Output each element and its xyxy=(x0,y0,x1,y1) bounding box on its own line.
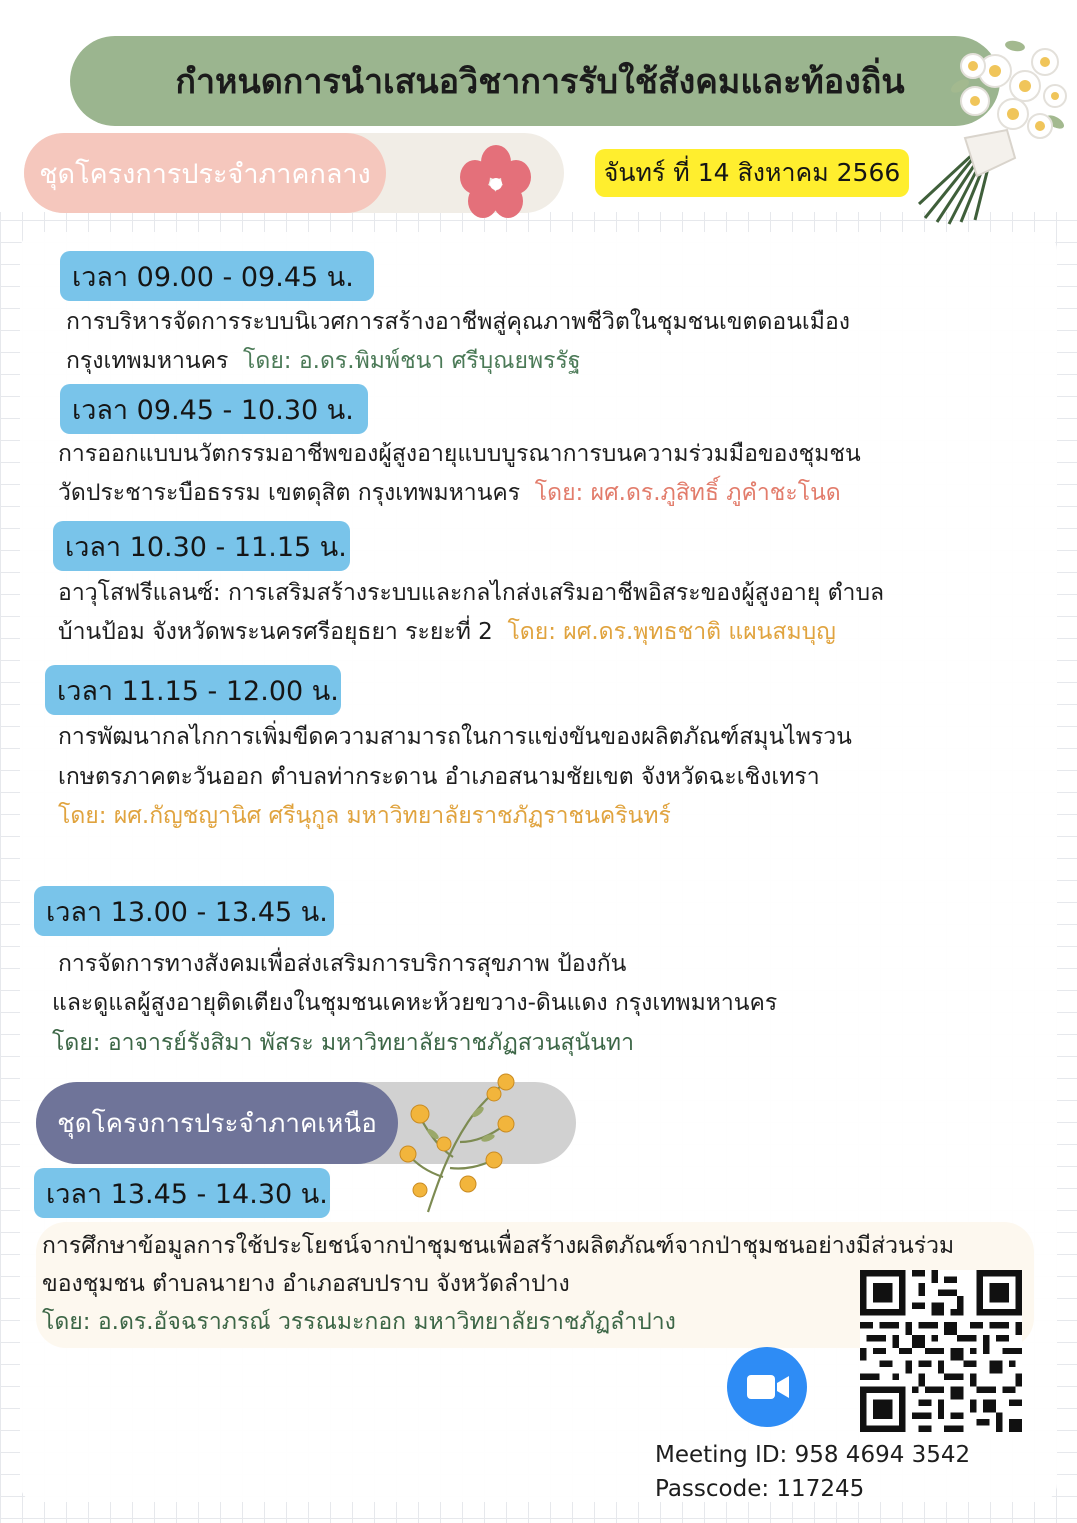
session-presenter: โดย: ผศ.ดร.ภูสิทธิ์ ภูคำชะโนด xyxy=(534,480,841,506)
session-title-line: อาวุโสฟรีแลนซ์: การเสริมสร้างระบบและกลไกส่งเสริมอาชีพอิสระของผู้สูงอายุ ตำบล xyxy=(58,580,885,606)
session-title-line xyxy=(66,341,581,381)
session-title-part: วัดประชาระบือธรรม เขตดุสิต กรุงเทพมหานคร xyxy=(58,480,521,506)
session-time: เวลา 11.15 - 12.00 น. xyxy=(45,665,341,715)
session-title-line: การออกแบบนวัตกรรมอาชีพของผู้สูงอายุแบบบูรณาการบนความร่วมมือของชุมชน xyxy=(58,441,861,467)
session-time: เวลา 10.30 - 11.15 น. xyxy=(53,521,350,571)
bouquet-icon xyxy=(915,26,1075,226)
session-time: เวลา 09.00 - 09.45 น. xyxy=(60,251,374,301)
session-title-line: เกษตรภาคตะวันออก ตำบลท่ากระดาน อำเภอสนามชัยเขต จังหวัดฉะเชิงเทรา xyxy=(58,764,820,790)
video-camera-icon xyxy=(727,1347,807,1427)
session-title-line xyxy=(58,612,836,652)
region-central-label: ชุดโครงการประจำภาคกลาง xyxy=(24,133,386,213)
zoom-camera-icon[interactable] xyxy=(727,1347,807,1427)
session-title-line: การศึกษาข้อมูลการใช้ประโยชน์จากป่าชุมชนเพื่อสร้างผลิตภัณฑ์จากป่าชุมชนอย่างมีส่วนร่วม xyxy=(42,1233,955,1259)
session-title-line xyxy=(58,473,841,513)
qr-code[interactable] xyxy=(860,1270,1022,1432)
session-title-line: การจัดการทางสังคมเพื่อส่งเสริมการบริการสุขภาพ ป้องกัน xyxy=(58,951,627,977)
session-title-line: การบริหารจัดการระบบนิเวศการสร้างอาชีพสู่คุณภาพชีวิตในชุมชนเขตดอนเมือง xyxy=(66,309,850,335)
yellow-flowers-icon xyxy=(398,1072,520,1214)
page-title: กำหนดการนำเสนอวิชาการรับใช้สังคมและท้องถิ่น xyxy=(70,36,1000,126)
session-time: เวลา 13.00 - 13.45 น. xyxy=(34,886,334,936)
session-title-line: ของชุมชน ตำบลนายาง อำเภอสบปราบ จังหวัดลำปาง xyxy=(42,1271,570,1297)
session-title-part: กรุงเทพมหานคร xyxy=(66,348,229,374)
flower-icon xyxy=(458,144,534,220)
session-presenter: โดย: ผศ.ดร.พุทธชาติ แผนสมบุญ xyxy=(507,619,836,645)
session-time: เวลา 13.45 - 14.30 น. xyxy=(34,1168,330,1218)
date-badge: จันทร์ ที่ 14 สิงหาคม 2566 xyxy=(595,149,909,197)
session-presenter: โดย: ผศ.กัญชญานิศ ศรีนุกูล มหาวิทยาลัยราชภัฏราชนครินทร์ xyxy=(58,803,671,829)
meeting-passcode: Passcode: 117245 xyxy=(655,1476,865,1502)
session-title-line: การพัฒนากลไกการเพิ่มขีดความสามารถในการแข่งขันของผลิตภัณฑ์สมุนไพรวน xyxy=(58,724,852,750)
session-presenter: โดย: อาจารย์รังสิมา พัสระ มหาวิทยาลัยราชภัฏสวนสุนันทา xyxy=(52,1030,634,1056)
session-title-line: และดูแลผู้สูงอายุติดเตียงในชุมชนเคหะห้วยขวาง-ดินแดง กรุงเทพมหานคร xyxy=(52,990,778,1016)
session-title-part: บ้านป้อม จังหวัดพระนครศรีอยุธยา ระยะที่ 2 xyxy=(58,619,493,645)
session-presenter: โดย: อ.ดร.พิมพ์ชนา ศรีบุณยพรรัฐ xyxy=(243,348,581,374)
session-presenter: โดย: อ.ดร.อัจฉราภรณ์ วรรณมะกอก มหาวิทยาลัยราชภัฏลำปาง xyxy=(42,1309,676,1335)
region-north-label: ชุดโครงการประจำภาคเหนือ xyxy=(36,1082,398,1164)
session-time: เวลา 09.45 - 10.30 น. xyxy=(60,384,368,434)
meeting-id: Meeting ID: 958 4694 3542 xyxy=(655,1442,971,1468)
